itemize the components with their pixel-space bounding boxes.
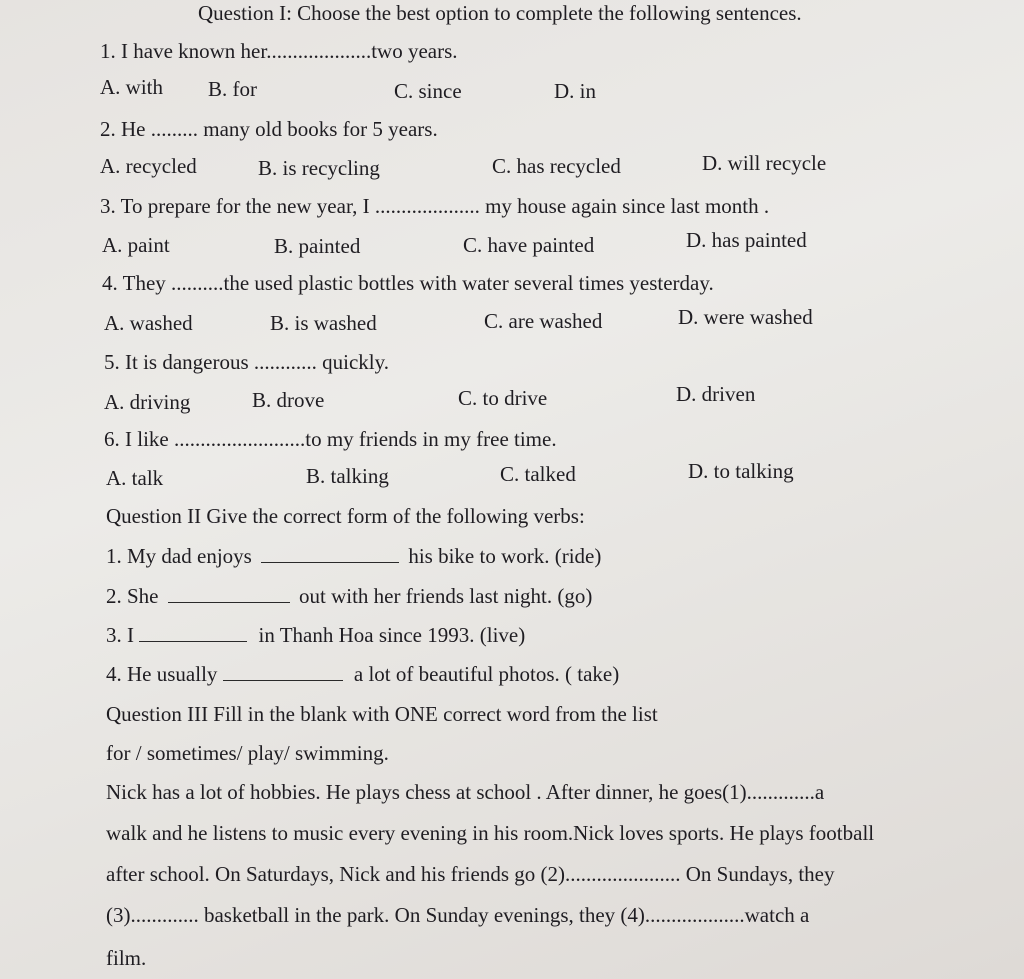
q1-item-2-option-c: C. has recycled — [492, 154, 621, 178]
q1-item-6-option-a: A. talk — [106, 466, 164, 490]
q1-item-5-option-a: A. driving — [104, 390, 191, 414]
question-3-title: Question III Fill in the blank with ONE correct word from the list — [106, 702, 658, 726]
q2-item-1-after: his bike to work. (ride) — [408, 544, 602, 568]
q2-item-3-after: in Thanh Hoa since 1993. (live) — [258, 623, 526, 647]
q1-item-3-option-a: A. paint — [102, 233, 170, 257]
q1-item-1-option-d: D. in — [554, 79, 596, 103]
q1-item-6-option-d: D. to talking — [688, 459, 794, 483]
q1-item-2-option-d: D. will recycle — [702, 151, 827, 175]
q1-item-4-option-b: B. is washed — [270, 311, 377, 335]
q1-item-6-option-c: C. talked — [500, 462, 576, 486]
q1-item-5-option-d: D. driven — [676, 382, 756, 406]
q2-item-4-before: 4. He usually — [106, 662, 218, 686]
q3-word-list: for / sometimes/ play/ swimming. — [106, 741, 389, 765]
q3-passage-line-3: after school. On Saturdays, Nick and his friends go (2)...................... On Sundays, they — [106, 862, 835, 886]
q1-item-3-option-b: B. painted — [274, 234, 361, 258]
q2-item-2-blank[interactable] — [168, 584, 290, 603]
q1-item-6-option-b: B. talking — [306, 464, 389, 488]
q3-passage-line-2: walk and he listens to music every evening in his room.Nick loves sports. He plays football — [106, 821, 875, 845]
q1-item-2-stem: 2. He ......... many old books for 5 years. — [100, 117, 438, 141]
q1-item-4-option-a: A. washed — [104, 311, 193, 335]
q1-item-1-option-a: A. with — [100, 75, 163, 99]
q2-item-4-after: a lot of beautiful photos. ( take) — [353, 662, 620, 686]
q2-item-1-before: 1. My dad enjoys — [106, 544, 252, 568]
q1-item-4-option-c: C. are washed — [484, 309, 603, 333]
q1-item-2-option-a: A. recycled — [100, 154, 197, 178]
q3-passage-line-1: Nick has a lot of hobbies. He plays chess at school . After dinner, he goes(1).............a — [106, 780, 825, 804]
q1-item-1-option-b: B. for — [208, 77, 257, 101]
q2-item-2-before: 2. She — [106, 584, 159, 608]
q2-item-4 — [106, 661, 619, 687]
q1-item-3-option-d: D. has painted — [686, 228, 807, 252]
q1-item-1-stem: 1. I have known her....................two years. — [100, 39, 458, 63]
q2-item-4-blank[interactable] — [223, 662, 343, 681]
q2-item-3-blank[interactable] — [139, 623, 247, 642]
q3-passage-line-4: (3)............. basketball in the park. On Sunday evenings, they (4)...................watch a — [106, 903, 810, 927]
q1-item-4-option-d: D. were washed — [678, 305, 813, 329]
q1-item-4-stem: 4. They ..........the used plastic bottles with water several times yesterday. — [102, 271, 714, 295]
q2-item-3-before: 3. I — [106, 623, 134, 647]
q1-item-5-option-b: B. drove — [252, 388, 325, 412]
q2-item-2 — [106, 583, 592, 609]
q1-item-3-option-c: C. have painted — [463, 233, 595, 257]
q2-item-1 — [106, 543, 601, 569]
q2-item-3 — [106, 622, 525, 648]
q2-item-1-blank[interactable] — [261, 544, 399, 563]
q1-item-5-stem: 5. It is dangerous ............ quickly. — [104, 350, 390, 374]
q1-item-3-stem: 3. To prepare for the new year, I .................... my house again since last month . — [100, 194, 770, 218]
q1-item-5-option-c: C. to drive — [458, 386, 548, 410]
question-2-title: Question II Give the correct form of the following verbs: — [106, 504, 585, 528]
q3-passage-line-5: film. — [106, 946, 147, 970]
q2-item-2-after: out with her friends last night. (go) — [299, 584, 593, 608]
q1-item-2-option-b: B. is recycling — [258, 156, 380, 180]
q1-item-6-stem: 6. I like .........................to my friends in my free time. — [104, 427, 557, 451]
question-1-title: Question I: Choose the best option to complete the following sentences. — [198, 1, 802, 25]
q1-item-1-option-c: C. since — [394, 79, 462, 103]
